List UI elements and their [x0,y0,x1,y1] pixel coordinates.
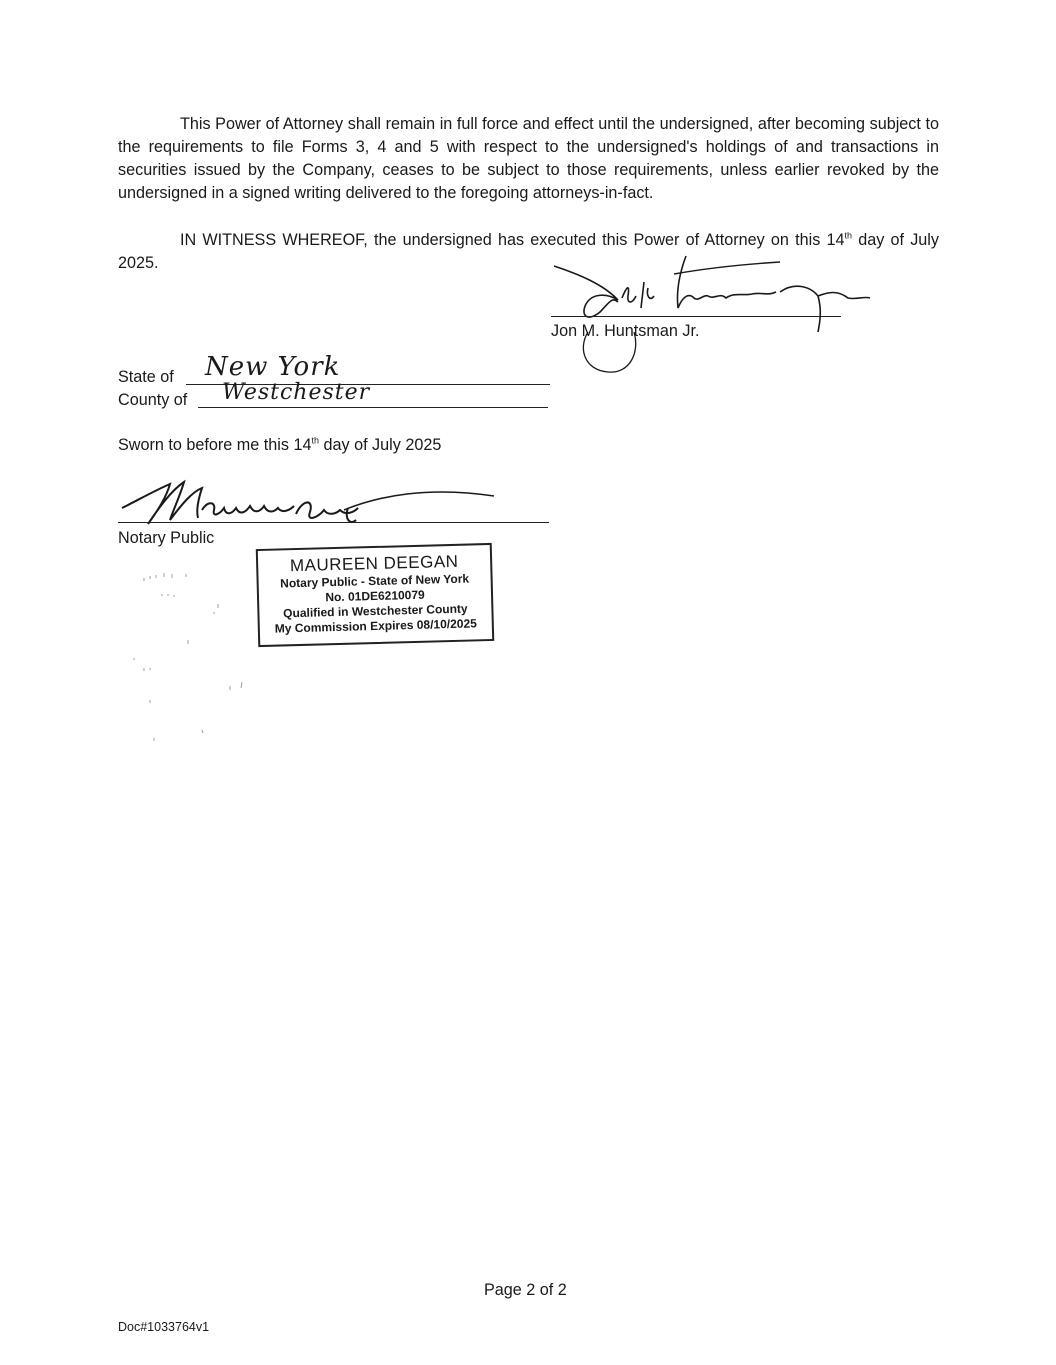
county-value: Westchester [222,380,371,405]
stamp-line-1: Notary Public - State of New York [280,571,470,591]
county-label: County of [118,391,188,409]
state-value: New York [205,352,341,382]
notary-stamp [256,543,494,647]
notary-signature [118,470,498,530]
sworn-text: Sworn to before me this 14 [118,436,312,454]
witness-text-end: day of July 2025. [118,231,939,272]
paragraph-text: This Power of Attorney shall remain in full force and effect until the undersigned, after becoming subject to the requirements to file Forms 3, 4 and 5 with respect to the undersigned's holdings of and transactions in securities issued by the Company, ceases to be subject to those requirements, unless earlier revoked by the undersigned in a signed writing delivered to the foregoing attorneys-in-fact. [118,115,939,202]
stamp-line-3: Qualified in Westchester County [283,601,468,621]
stamp-line-2: No. 01DE6210079 [325,587,425,605]
signer-name: Jon M. Huntsman Jr. [551,322,700,340]
witness-superscript: th [844,230,853,241]
stamp-line-4: My Commission Expires 08/10/2025 [274,616,478,636]
sworn-superscript: th [311,435,319,446]
notary-label: Notary Public [118,529,215,547]
page-number: Page 2 of 2 [484,1281,567,1299]
document-id: Doc#1033764v1 [118,1320,210,1334]
signer-signature [548,252,878,377]
scan-artifacts [130,568,250,748]
witness-text: IN WITNESS WHEREOF, the undersigned has executed this Power of Attorney on this 14 [180,231,845,249]
sworn-text-end: day of July 2025 [318,436,442,454]
county-line [198,407,548,408]
paragraph-power-of-attorney-term [118,113,939,205]
stamp-name: MAUREEN DEEGAN [289,551,459,576]
sworn-statement [118,436,441,455]
signature-line [551,316,841,317]
state-label: State of [118,368,174,386]
notary-signature-line [118,522,549,523]
